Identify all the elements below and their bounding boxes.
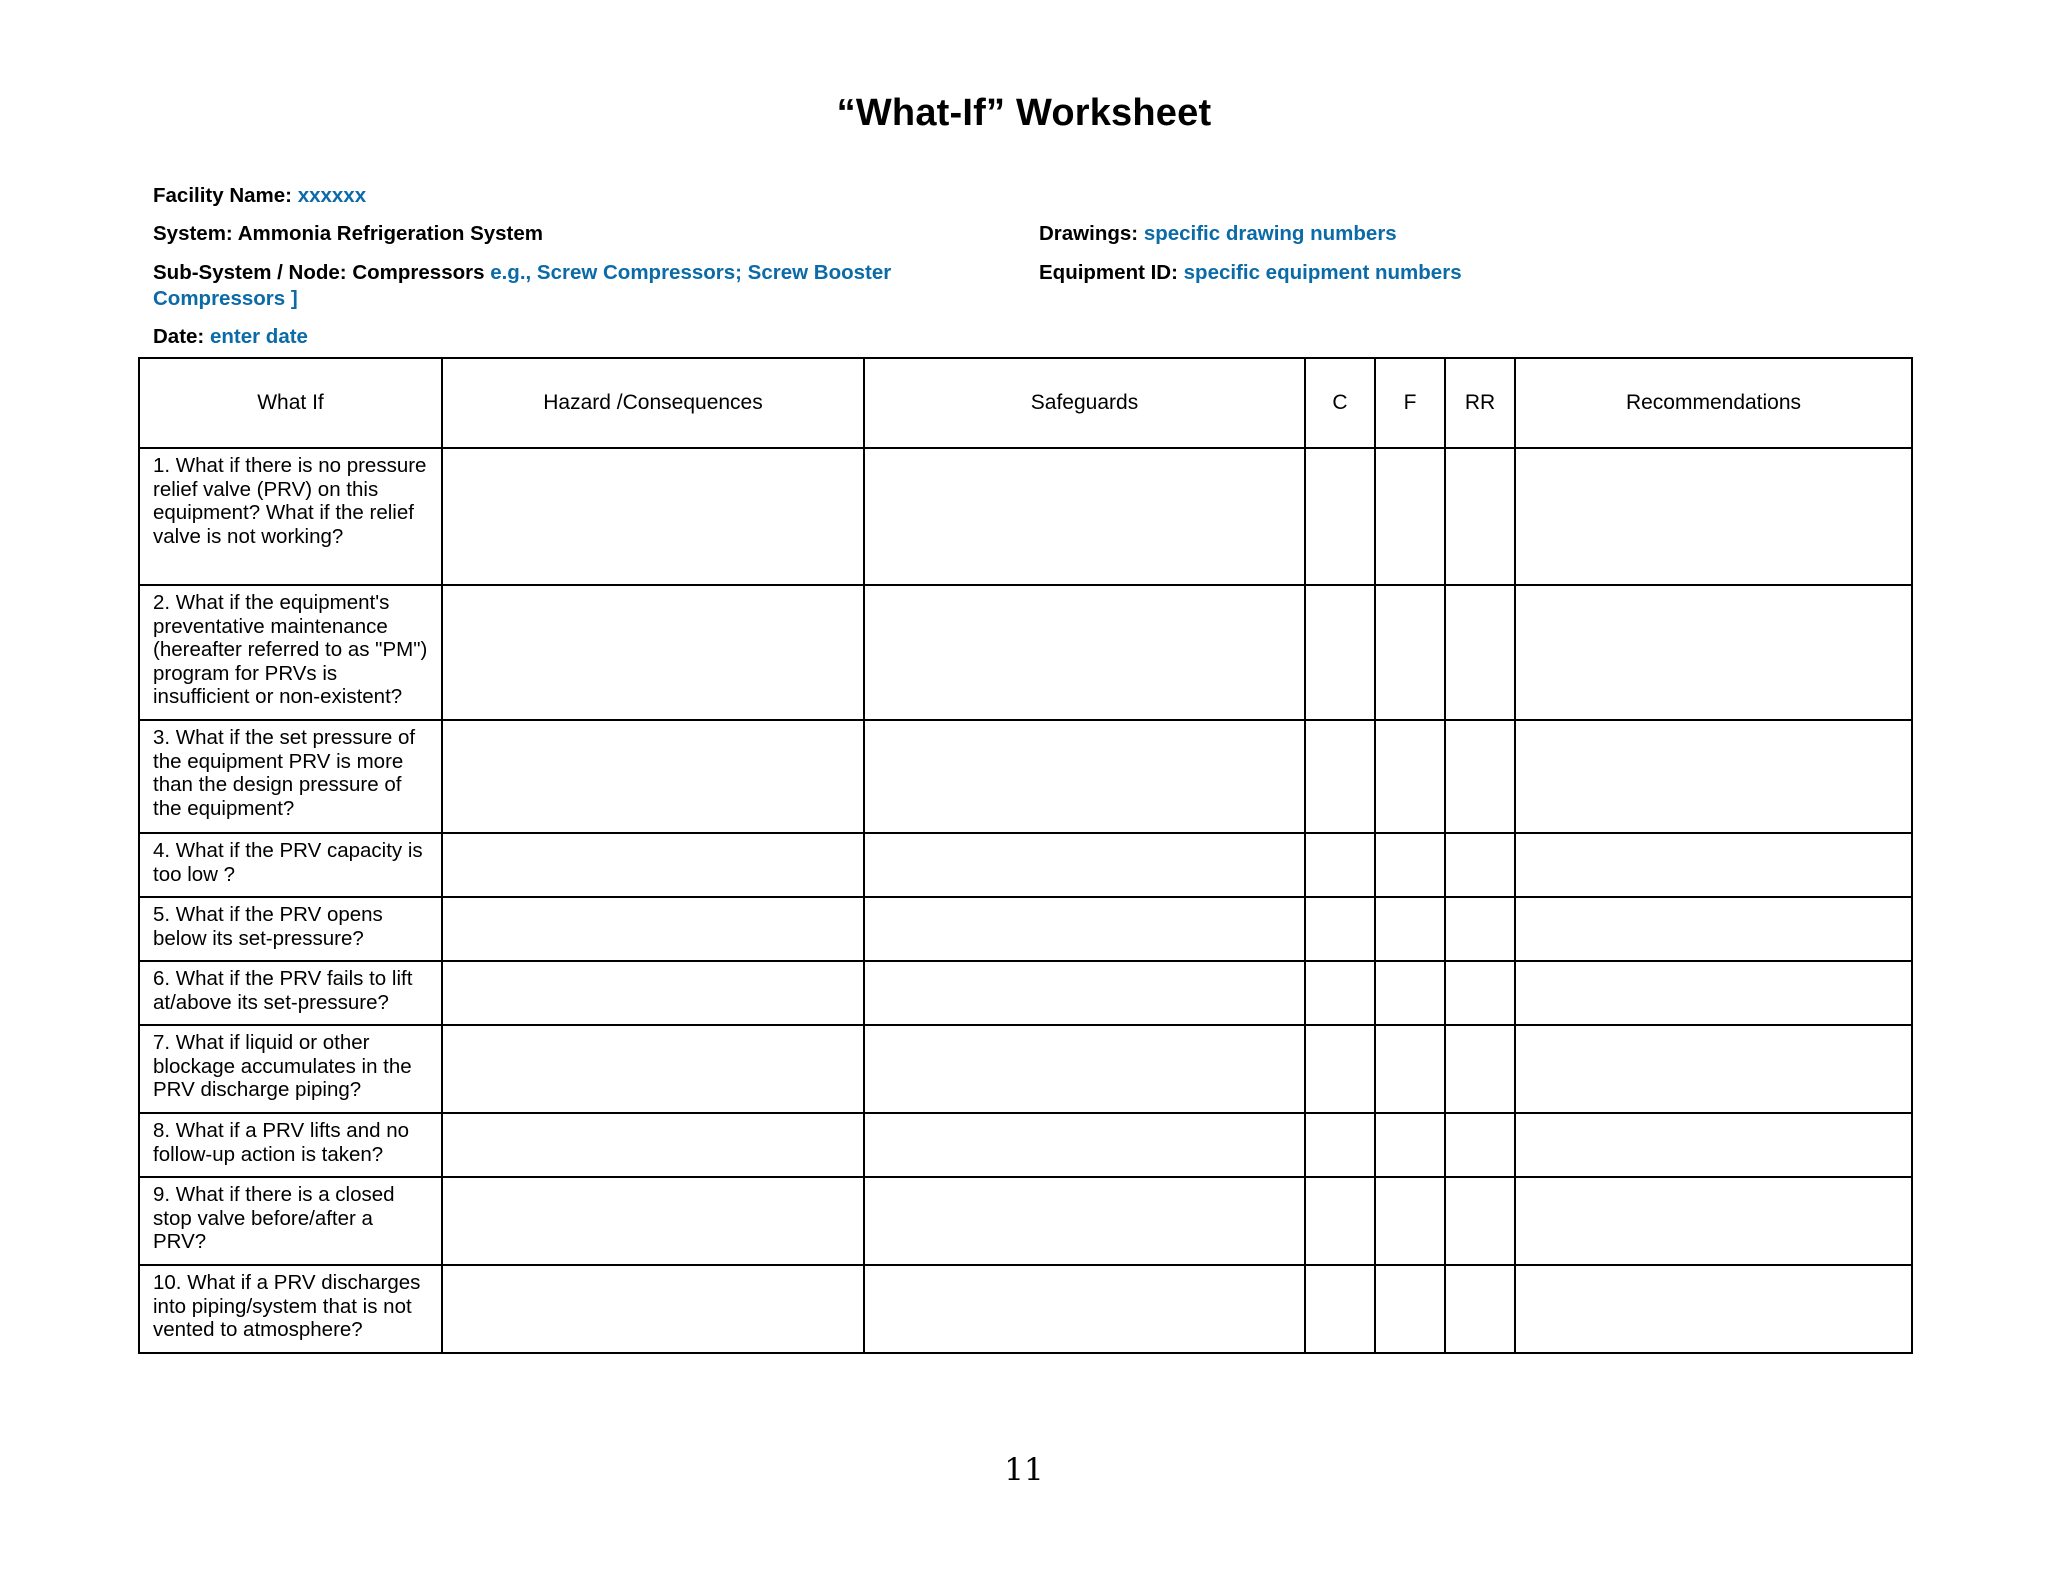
column-header-safeguards: Safeguards: [864, 358, 1305, 448]
date-value: enter date: [209, 325, 308, 348]
column-header-rr: RR: [1445, 358, 1515, 448]
recommendations-cell[interactable]: [1515, 1113, 1912, 1177]
system-line: [153, 221, 543, 247]
what-if-question: 2. What if the equipment's preventative maintenance (hereafter referred to as "PM") program for PRVs is insufficient or non-existent?: [139, 585, 442, 720]
recommendations-cell[interactable]: [1515, 585, 1912, 720]
what-if-question: 8. What if a PRV lifts and no follow-up action is taken?: [139, 1113, 442, 1177]
c-cell[interactable]: [1305, 448, 1375, 585]
date-line: [153, 324, 308, 350]
hazard-cell[interactable]: [442, 1025, 864, 1113]
recommendations-cell[interactable]: [1515, 961, 1912, 1025]
equipment-id-label: Equipment ID:: [1039, 261, 1178, 284]
rr-cell[interactable]: [1445, 897, 1515, 961]
table-row: [139, 1113, 1912, 1177]
system-label: System:: [153, 222, 233, 245]
recommendations-cell[interactable]: [1515, 833, 1912, 897]
table-header-row: [139, 358, 1912, 448]
safeguards-cell[interactable]: [864, 897, 1305, 961]
hazard-cell[interactable]: [442, 585, 864, 720]
safeguards-cell[interactable]: [864, 1265, 1305, 1353]
facility-name-label: Facility Name:: [153, 184, 292, 207]
facility-name-line: [153, 183, 366, 209]
safeguards-cell[interactable]: [864, 1177, 1305, 1265]
rr-cell[interactable]: [1445, 1113, 1515, 1177]
what-if-question: 1. What if there is no pressure relief valve (PRV) on this equipment? What if the relief valve is not working?: [139, 448, 442, 585]
f-cell[interactable]: [1375, 897, 1445, 961]
c-cell[interactable]: [1305, 1025, 1375, 1113]
rr-cell[interactable]: [1445, 961, 1515, 1025]
hazard-cell[interactable]: [442, 720, 864, 833]
c-cell[interactable]: [1305, 897, 1375, 961]
c-cell[interactable]: [1305, 720, 1375, 833]
table-row: [139, 1265, 1912, 1353]
subsystem-label: Sub-System / Node: Compressors: [153, 261, 485, 284]
table-row: [139, 833, 1912, 897]
f-cell[interactable]: [1375, 961, 1445, 1025]
recommendations-cell[interactable]: [1515, 448, 1912, 585]
table-row: [139, 448, 1912, 585]
safeguards-cell[interactable]: [864, 833, 1305, 897]
rr-cell[interactable]: [1445, 1265, 1515, 1353]
rr-cell[interactable]: [1445, 1177, 1515, 1265]
what-if-question: 3. What if the set pressure of the equipment PRV is more than the design pressure of the equipment?: [139, 720, 442, 833]
rr-cell[interactable]: [1445, 833, 1515, 897]
rr-cell[interactable]: [1445, 585, 1515, 720]
what-if-table: [138, 357, 1913, 1354]
what-if-question: 9. What if there is a closed stop valve before/after a PRV?: [139, 1177, 442, 1265]
date-label: Date:: [153, 325, 205, 348]
column-header-f: F: [1375, 358, 1445, 448]
rr-cell[interactable]: [1445, 448, 1515, 585]
c-cell[interactable]: [1305, 1177, 1375, 1265]
f-cell[interactable]: [1375, 1177, 1445, 1265]
drawings-value: specific drawing numbers: [1143, 222, 1397, 245]
c-cell[interactable]: [1305, 585, 1375, 720]
subsystem-line: [153, 260, 953, 312]
drawings-line: [1039, 221, 1397, 247]
safeguards-cell[interactable]: [864, 1025, 1305, 1113]
hazard-cell[interactable]: [442, 448, 864, 585]
f-cell[interactable]: [1375, 1265, 1445, 1353]
hazard-cell[interactable]: [442, 1113, 864, 1177]
hazard-cell[interactable]: [442, 833, 864, 897]
table-row: [139, 1177, 1912, 1265]
c-cell[interactable]: [1305, 1113, 1375, 1177]
table-row: [139, 1025, 1912, 1113]
rr-cell[interactable]: [1445, 1025, 1515, 1113]
page-title: “What-If” Worksheet: [836, 92, 1212, 134]
page-number: 11: [1004, 1452, 1044, 1488]
c-cell[interactable]: [1305, 1265, 1375, 1353]
safeguards-cell[interactable]: [864, 585, 1305, 720]
f-cell[interactable]: [1375, 833, 1445, 897]
facility-name-value: xxxxxx: [297, 184, 367, 207]
what-if-question: 6. What if the PRV fails to lift at/above its set-pressure?: [139, 961, 442, 1025]
c-cell[interactable]: [1305, 833, 1375, 897]
safeguards-cell[interactable]: [864, 448, 1305, 585]
hazard-cell[interactable]: [442, 1265, 864, 1353]
column-header-what-if: What If: [139, 358, 442, 448]
table-row: [139, 720, 1912, 833]
f-cell[interactable]: [1375, 1025, 1445, 1113]
what-if-question: 5. What if the PRV opens below its set-pressure?: [139, 897, 442, 961]
hazard-cell[interactable]: [442, 1177, 864, 1265]
table-row: [139, 961, 1912, 1025]
safeguards-cell[interactable]: [864, 720, 1305, 833]
safeguards-cell[interactable]: [864, 961, 1305, 1025]
c-cell[interactable]: [1305, 961, 1375, 1025]
column-header-hazard-consequences: Hazard /Consequences: [442, 358, 864, 448]
column-header-c: C: [1305, 358, 1375, 448]
table-row: [139, 585, 1912, 720]
equipment-id-value: specific equipment numbers: [1183, 261, 1462, 284]
what-if-question: 4. What if the PRV capacity is too low ?: [139, 833, 442, 897]
drawings-label: Drawings:: [1039, 222, 1139, 245]
recommendations-cell[interactable]: [1515, 1025, 1912, 1113]
what-if-question: 7. What if liquid or other blockage accumulates in the PRV discharge piping?: [139, 1025, 442, 1113]
system-value: Ammonia Refrigeration System: [237, 222, 544, 245]
recommendations-cell[interactable]: [1515, 1265, 1912, 1353]
f-cell[interactable]: [1375, 720, 1445, 833]
hazard-cell[interactable]: [442, 961, 864, 1025]
recommendations-cell[interactable]: [1515, 897, 1912, 961]
rr-cell[interactable]: [1445, 720, 1515, 833]
what-if-question: 10. What if a PRV discharges into piping/system that is not vented to atmosphere?: [139, 1265, 442, 1353]
hazard-cell[interactable]: [442, 897, 864, 961]
subsystem-value: e.g., Screw Compressors; Screw Booster Compressors ]: [153, 261, 892, 310]
table-row: [139, 897, 1912, 961]
safeguards-cell[interactable]: [864, 1113, 1305, 1177]
recommendations-cell[interactable]: [1515, 1177, 1912, 1265]
equipment-id-line: [1039, 260, 1462, 286]
column-header-recommendations: Recommendations: [1515, 358, 1912, 448]
f-cell[interactable]: [1375, 448, 1445, 585]
f-cell[interactable]: [1375, 1113, 1445, 1177]
recommendations-cell[interactable]: [1515, 720, 1912, 833]
f-cell[interactable]: [1375, 585, 1445, 720]
